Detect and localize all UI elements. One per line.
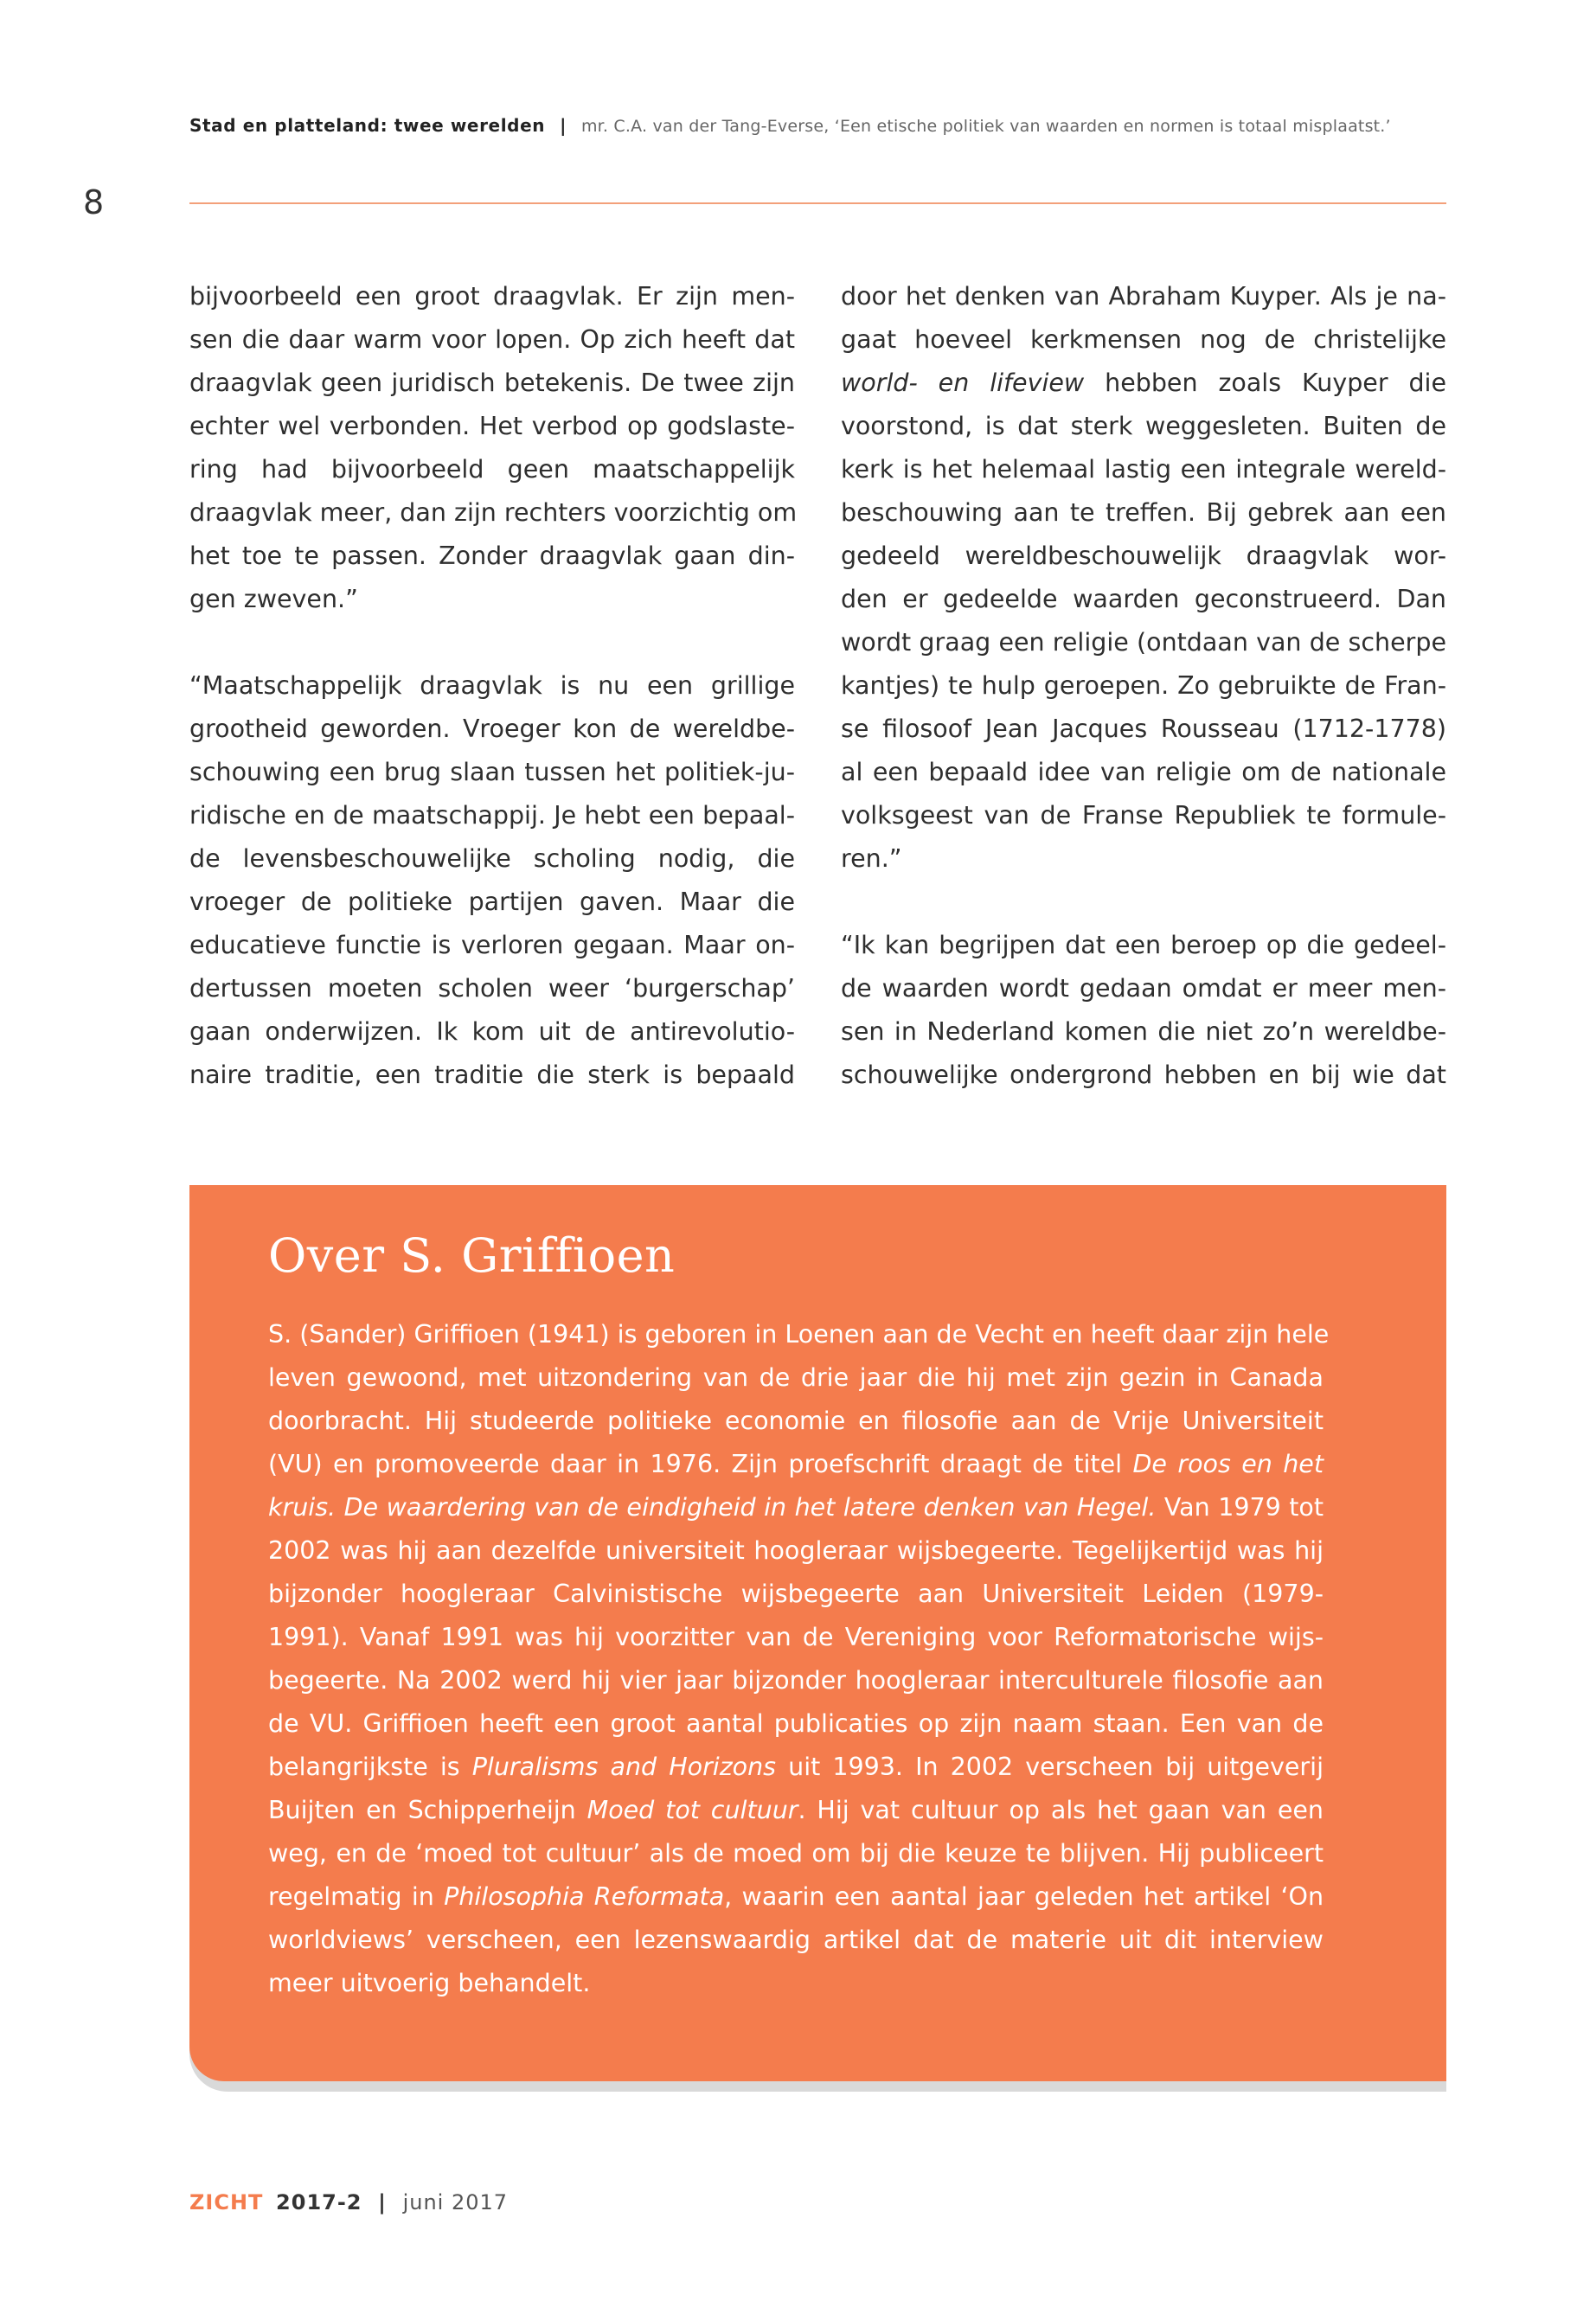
text-line: draagvlak meer, dan zijn rechters voorzichtig om bbox=[189, 498, 798, 527]
footer bbox=[189, 2190, 508, 2214]
text-line: beschouwing aan te treffen. Bij gebrek aan een bbox=[841, 498, 1446, 527]
text-line: worldviews’ verscheen, een lezenswaardig artikel dat de materie uit dit interview bbox=[268, 1926, 1324, 1954]
text-line: gedeeld wereldbeschouwelijk draagvlak wor- bbox=[841, 542, 1446, 570]
text-line: den er gedeelde waarden geconstrueerd. Dan bbox=[841, 585, 1446, 613]
infobox bbox=[189, 1185, 1446, 2081]
text-line: wordt graag een religie (ontdaan van de scherpe bbox=[841, 628, 1446, 657]
text-line: ring had bijvoorbeeld geen maatschappelijk bbox=[189, 455, 795, 484]
issue-number: 2017-2 bbox=[276, 2190, 362, 2214]
text-fragment: Buijten en Schipperheijn bbox=[268, 1796, 587, 1824]
text-line: “Ik kan begrijpen dat een beroep op die gedeel- bbox=[841, 931, 1446, 959]
text-line: dertussen moeten scholen weer ‘burgerschap’ bbox=[189, 974, 795, 1003]
text-line: se filosoof Jean Jacques Rousseau (1712-1778) bbox=[841, 715, 1446, 743]
text-line: gaat hoeveel kerkmensen nog de christelijke bbox=[841, 325, 1446, 354]
text-line: draagvlak geen juridisch betekenis. De twee zijn bbox=[189, 369, 795, 397]
text-line: echter wel verbonden. Het verbod op godslaste- bbox=[189, 412, 795, 440]
text-line: leven gewoond, met uitzondering van de drie jaar die hij met zijn gezin in Canada bbox=[268, 1363, 1324, 1392]
italic-title: Philosophia Reformata bbox=[444, 1882, 725, 1911]
text-line: ren.” bbox=[841, 844, 902, 873]
text-line: schouwelijke ondergrond hebben en bij wie dat bbox=[841, 1061, 1446, 1089]
text-fragment: belangrijkste is bbox=[268, 1753, 472, 1781]
text-line: bijvoorbeeld een groot draagvlak. Er zijn men- bbox=[189, 282, 795, 311]
text-fragment: . Hij vat cultuur op als het gaan van een bbox=[798, 1796, 1324, 1824]
text-line: gen zweven.” bbox=[189, 585, 358, 613]
text-line: vroeger de politieke partijen gaven. Maar die bbox=[189, 888, 795, 916]
magazine-brand: ZICHT bbox=[189, 2190, 264, 2214]
text-line bbox=[268, 1875, 1324, 1919]
text-line: bijzonder hoogleraar Calvinistische wijsbegeerte aan Universiteit Leiden (1979- bbox=[268, 1580, 1324, 1608]
text-line: kerk is het helemaal lastig een integrale wereld- bbox=[841, 455, 1446, 484]
text-line: weg, en de ‘moed tot cultuur’ als de moed om bij die keuze te blijven. Hij publiceert bbox=[268, 1839, 1324, 1868]
text-line: de levensbeschouwelijke scholing nodig, die bbox=[189, 844, 795, 873]
italic-term: world- en lifeview bbox=[841, 369, 1085, 397]
text-line: “Maatschappelijk draagvlak is nu een grillige bbox=[189, 671, 795, 700]
text-line bbox=[268, 1486, 1324, 1529]
text-line bbox=[268, 1789, 1324, 1832]
italic-title: kruis. De waardering van de eindigheid in het latere denken van Hegel. bbox=[268, 1493, 1157, 1522]
infobox-body bbox=[268, 1313, 1330, 2005]
paragraph bbox=[189, 664, 795, 1097]
text-line: 2002 was hij aan dezelfde universiteit hoogleraar wijsbegeerte. Tegelijkertijd was hij bbox=[268, 1536, 1324, 1565]
italic-title: Pluralisms and Horizons bbox=[471, 1753, 777, 1781]
right-column bbox=[841, 275, 1446, 1097]
section-title: Stad en platteland: twee werelden bbox=[189, 115, 546, 136]
text-line: kantjes) te hulp geroepen. Zo gebruikte de Fran- bbox=[841, 671, 1446, 700]
footer-separator: | bbox=[378, 2190, 387, 2214]
running-header bbox=[189, 115, 1452, 136]
text-line: de waarden wordt gedaan omdat er meer men- bbox=[841, 974, 1446, 1003]
page-number: 8 bbox=[83, 183, 105, 221]
text-line: voorstond, is dat sterk weggesleten. Buiten de bbox=[841, 412, 1446, 440]
text-line: meer uitvoerig behandelt. bbox=[268, 1969, 591, 1997]
text-line: de VU. Griffioen heeft een groot aantal publicaties op zijn naam staan. Een van de bbox=[268, 1709, 1324, 1738]
text-line: educatieve functie is verloren gegaan. Maar on- bbox=[189, 931, 795, 959]
text-fragment: , waarin een aantal jaar geleden het artikel ‘On bbox=[724, 1882, 1324, 1911]
paragraph bbox=[189, 275, 798, 621]
text-fragment: uit 1993. In 2002 verscheen bij uitgeverij bbox=[776, 1753, 1324, 1781]
text-line: S. (Sander) Griffioen (1941) is geboren in Loenen aan de Vecht en heeft daar zijn hele bbox=[268, 1320, 1330, 1349]
header-rule bbox=[189, 202, 1446, 204]
left-column bbox=[189, 275, 798, 1097]
text-line: grootheid geworden. Vroeger kon de wereldbe- bbox=[189, 715, 795, 743]
text-line: naire traditie, een traditie die sterk is bepaald bbox=[189, 1061, 795, 1089]
infobox-title: Over S. Griffioen bbox=[268, 1228, 676, 1283]
text-line bbox=[841, 362, 1446, 405]
text-line bbox=[268, 1443, 1324, 1486]
text-line: volksgeest van de Franse Republiek te formule- bbox=[841, 801, 1446, 830]
text-line bbox=[268, 1746, 1324, 1789]
text-line: al een bepaald idee van religie om de nationale bbox=[841, 758, 1446, 786]
italic-title: Moed tot cultuur bbox=[586, 1796, 798, 1824]
text-fragment: hebben zoals Kuyper die bbox=[1084, 369, 1446, 397]
header-separator: | bbox=[560, 115, 567, 136]
text-line: sen in Nederland komen die niet zo’n wereldbe- bbox=[841, 1017, 1446, 1046]
text-line: gaan onderwijzen. Ik kom uit de antirevolutio- bbox=[189, 1017, 795, 1046]
text-fragment: regelmatig in bbox=[268, 1882, 445, 1911]
text-line: door het denken van Abraham Kuyper. Als je na- bbox=[841, 282, 1446, 311]
text-line: het toe te passen. Zonder draagvlak gaan din- bbox=[189, 542, 795, 570]
article-subtitle: mr. C.A. van der Tang-Everse, ‘Een etische politiek van waarden en normen is totaal misplaatst.’ bbox=[580, 117, 1391, 136]
italic-title: De roos en het bbox=[1132, 1450, 1324, 1478]
text-line: begeerte. Na 2002 werd hij vier jaar bijzonder hoogleraar interculturele filosofie aan bbox=[268, 1666, 1324, 1695]
text-fragment: (VU) en promoveerde daar in 1976. Zijn proefschrift draagt de titel bbox=[268, 1450, 1133, 1478]
text-fragment: Van 1979 tot bbox=[1156, 1493, 1324, 1522]
text-line: 1991). Vanaf 1991 was hij voorzitter van de Vereniging voor Reformatorische wijs- bbox=[268, 1623, 1324, 1651]
text-line: sen die daar warm voor lopen. Op zich heeft dat bbox=[189, 325, 795, 354]
text-line: schouwing een brug slaan tussen het politiek-ju- bbox=[189, 758, 795, 786]
paragraph bbox=[841, 275, 1446, 881]
issue-date: juni 2017 bbox=[402, 2190, 509, 2214]
text-line: doorbracht. Hij studeerde politieke economie en filosofie aan de Vrije Universiteit bbox=[268, 1407, 1324, 1435]
paragraph bbox=[841, 924, 1446, 1097]
text-line: ridische en de maatschappij. Je hebt een bepaal- bbox=[189, 801, 795, 830]
